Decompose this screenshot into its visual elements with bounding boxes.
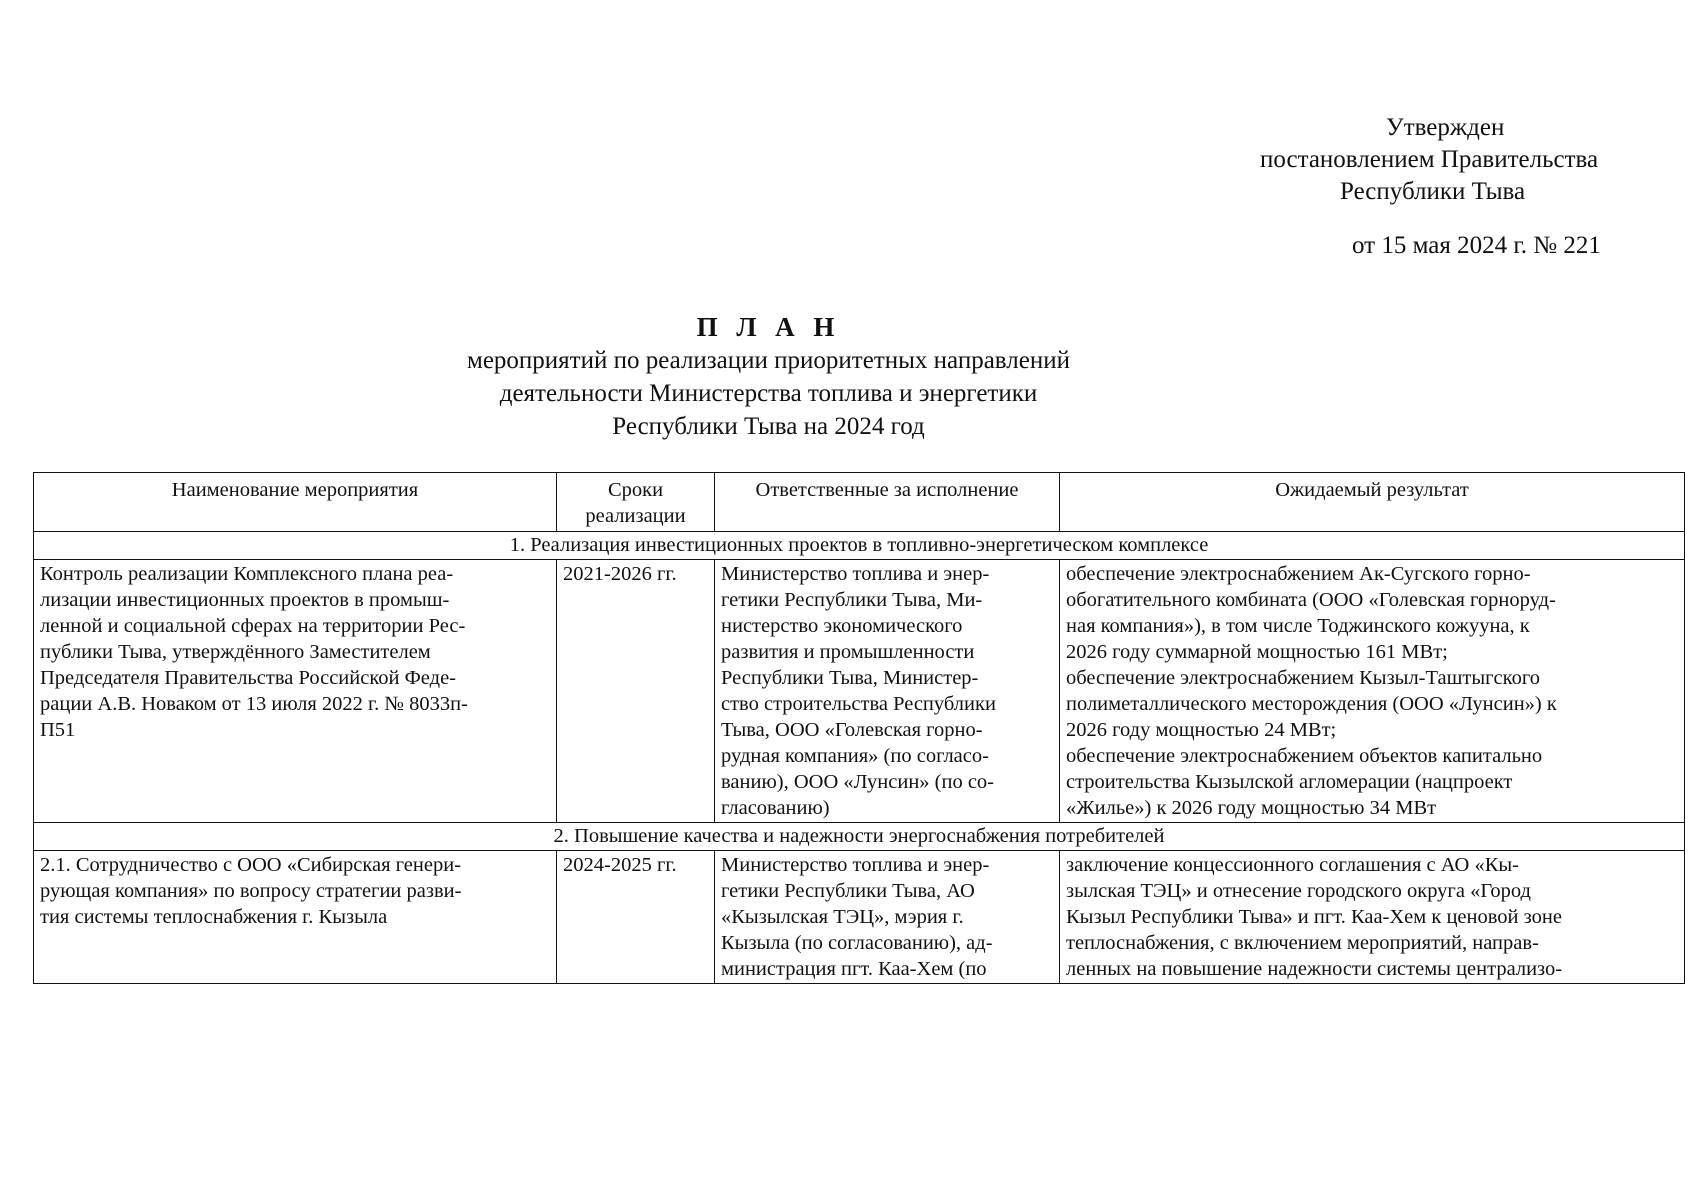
- approval-line-3: Республики Тыва: [1340, 178, 1526, 205]
- approval-line-1: Утвержден: [1386, 114, 1505, 141]
- cell-name: [34, 560, 557, 823]
- cell-responsible-line: министрация пгт. Каа-Хем (по: [721, 958, 987, 980]
- table-row: [34, 851, 1685, 984]
- cell-result-line: 2026 году мощностью 24 МВт;: [1066, 719, 1337, 741]
- approval-date: от 15 мая 2024 г. № 221: [1352, 232, 1601, 259]
- cell-result-line: «Жилье») к 2026 году мощностью 34 МВт: [1066, 797, 1437, 819]
- cell-result-line: обогатительного комбината (ООО «Голевская горноруд-: [1066, 589, 1556, 611]
- cell-responsible-line: рудная компания» (по согласо-: [721, 745, 989, 767]
- section-row: [34, 532, 1685, 560]
- cell-name-line: рации А.В. Новаком от 13 июля 2022 г. № 8033п-: [40, 693, 468, 715]
- cell-result-line: строительства Кызылской агломерации (нацпроект: [1066, 771, 1513, 793]
- document-title-block: [0, 310, 1697, 443]
- cell-result-line: ленных на повышение надежности системы централизо-: [1066, 958, 1563, 980]
- section-row: [34, 823, 1685, 851]
- plan-table: [33, 472, 1685, 984]
- cell-name-line: П51: [40, 719, 76, 741]
- cell-responsible-line: ство строительства Республики: [721, 693, 996, 715]
- cell-result-line: обеспечение электроснабжением Ак-Сугского горно-: [1066, 563, 1531, 585]
- cell-responsible-line: Кызыла (по согласованию), ад-: [721, 932, 993, 954]
- cell-result-line: полиметаллического месторождения (ООО «Лунсин») к: [1066, 693, 1557, 715]
- cell-responsible-line: Министерство топлива и энер-: [721, 563, 990, 585]
- section-title: 2. Повышение качества и надежности энергоснабжения потребителей: [34, 823, 1685, 851]
- cell-responsible-line: гласованию): [721, 797, 830, 819]
- cell-responsible-line: гетики Республики Тыва, АО: [721, 880, 975, 902]
- cell-terms: 2021-2026 гг.: [557, 560, 715, 823]
- cell-result-line: обеспечение электроснабжением объектов капитально: [1066, 745, 1543, 767]
- plan-subtitle-line-3: Республики Тыва на 2024 год: [612, 413, 925, 440]
- cell-responsible-line: гетики Республики Тыва, Ми-: [721, 589, 983, 611]
- cell-name-line: лизации инвестиционных проектов в промыш-: [40, 589, 450, 611]
- cell-name-line: публики Тыва, утверждённого Заместителем: [40, 641, 431, 663]
- cell-terms: 2024-2025 гг.: [557, 851, 715, 984]
- cell-responsible-line: Тыва, ООО «Голевская горно-: [721, 719, 983, 741]
- cell-result: [1060, 851, 1685, 984]
- cell-name-line: рующая компания» по вопросу стратегии разви-: [40, 880, 462, 902]
- table-header-row: [34, 473, 1685, 532]
- plan-heading: П Л А Н: [696, 312, 841, 342]
- header-responsible: Ответственные за исполнение: [715, 473, 1060, 532]
- cell-responsible-line: развития и промышленности: [721, 641, 975, 663]
- header-name: Наименование мероприятия: [34, 473, 557, 532]
- cell-responsible-line: Республики Тыва, Министер-: [721, 667, 979, 689]
- cell-result-line: 2026 году суммарной мощностью 161 МВт;: [1066, 641, 1448, 663]
- cell-responsible: [715, 560, 1060, 823]
- approval-line-2: постановлением Правительства: [1260, 146, 1599, 173]
- plan-subtitle-line-1: мероприятий по реализации приоритетных направлений: [467, 347, 1070, 374]
- header-result: Ожидаемый результат: [1060, 473, 1685, 532]
- cell-responsible-line: «Кызылская ТЭЦ», мэрия г.: [721, 906, 964, 928]
- section-title: 1. Реализация инвестиционных проектов в топливно-энергетическом комплексе: [34, 532, 1685, 560]
- plan-subtitle-line-2: деятельности Министерства топлива и энергетики: [499, 380, 1038, 407]
- cell-result-line: теплоснабжения, с включением мероприятий, направ-: [1066, 932, 1539, 954]
- cell-name-line: 2.1. Сотрудничество с ООО «Сибирская генери-: [40, 854, 462, 876]
- cell-responsible: [715, 851, 1060, 984]
- cell-result-line: Кызыл Республики Тыва» и пгт. Каа-Хем к ценовой зоне: [1066, 906, 1562, 928]
- cell-name-line: Контроль реализации Комплексного плана реа-: [40, 563, 454, 585]
- approval-block: [1200, 112, 1680, 262]
- cell-responsible-line: нистерство экономического: [721, 615, 963, 637]
- header-terms: Сроки реализации: [557, 473, 715, 532]
- cell-name-line: ленной и социальной сферах на территории Рес-: [40, 615, 466, 637]
- cell-responsible-line: Министерство топлива и энер-: [721, 854, 990, 876]
- cell-name-line: Председателя Правительства Российской Феде-: [40, 667, 456, 689]
- cell-result-line: ная компания»), в том числе Тоджинского кожууна, к: [1066, 615, 1530, 637]
- cell-result-line: обеспечение электроснабжением Кызыл-Таштыгского: [1066, 667, 1540, 689]
- plan-table-body: [34, 532, 1685, 984]
- cell-result: [1060, 560, 1685, 823]
- cell-name: [34, 851, 557, 984]
- cell-responsible-line: ванию), ООО «Лунсин» (по со-: [721, 771, 995, 793]
- cell-result-line: заключение концессионного соглашения с АО «Кы-: [1066, 854, 1519, 876]
- cell-result-line: зылская ТЭЦ» и отнесение городского округа «Город: [1066, 880, 1531, 902]
- cell-name-line: тия системы теплоснабжения г. Кызыла: [40, 906, 388, 928]
- table-row: [34, 560, 1685, 823]
